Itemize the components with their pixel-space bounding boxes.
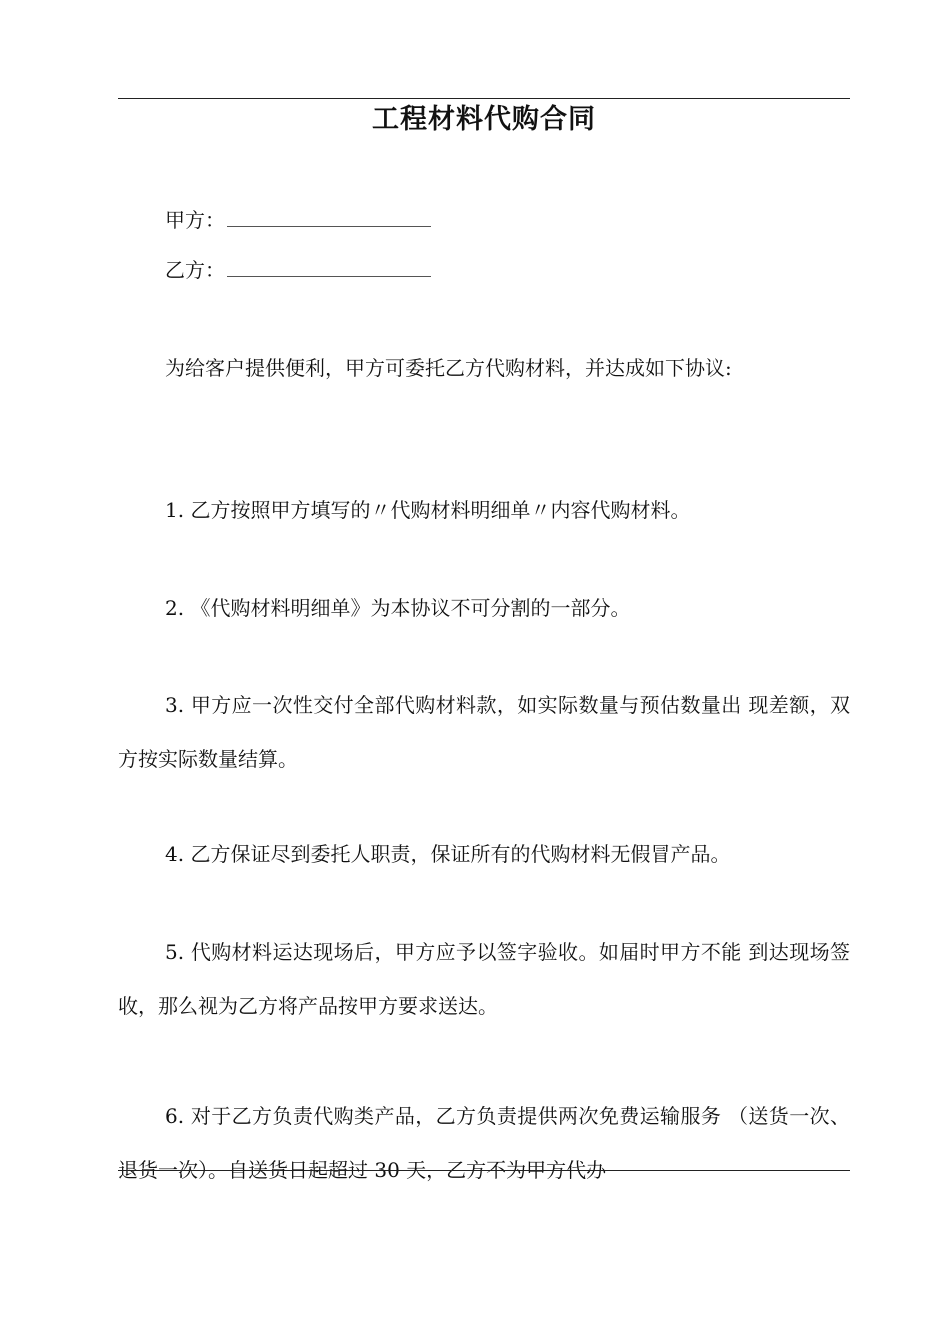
clause-1: 1. 乙方按照甲方填写的〃代购材料明细单〃内容代购材料。 <box>165 498 691 522</box>
party-a-label: 甲方： <box>165 208 225 232</box>
document-title: 工程材料代购合同 <box>372 104 596 135</box>
clause-2: 2. 《代购材料明细单》为本协议不可分割的一部分。 <box>165 596 631 620</box>
clause-4: 4. 乙方保证尽到委托人职责，保证所有的代购材料无假冒产品。 <box>165 842 731 866</box>
party-b-line <box>165 256 431 284</box>
clause-5: 5. 代购材料运达现场后，甲方应予以签字验收。如届时甲方不能 到达现场签收，那么视为乙方将产品按甲方要求送达。 <box>118 940 850 1018</box>
clause-6: 6. 对于乙方负责代购类产品，乙方负责提供两次免费运输服务 （送货一次、退货一次）。自送货日起超过 30 天，乙方不为甲方代办 <box>118 1104 850 1182</box>
party-b-label: 乙方： <box>165 258 225 282</box>
party-b-blank <box>227 258 431 277</box>
clause-3: 3. 甲方应一次性交付全部代购材料款，如实际数量与预估数量出 现差额，双方按实际数量结算。 <box>118 693 850 771</box>
footer-rule <box>118 1170 850 1171</box>
intro-paragraph: 为给客户提供便利，甲方可委托乙方代购材料，并达成如下协议: <box>165 356 732 380</box>
party-a-line <box>165 206 431 234</box>
party-a-blank <box>227 208 431 227</box>
